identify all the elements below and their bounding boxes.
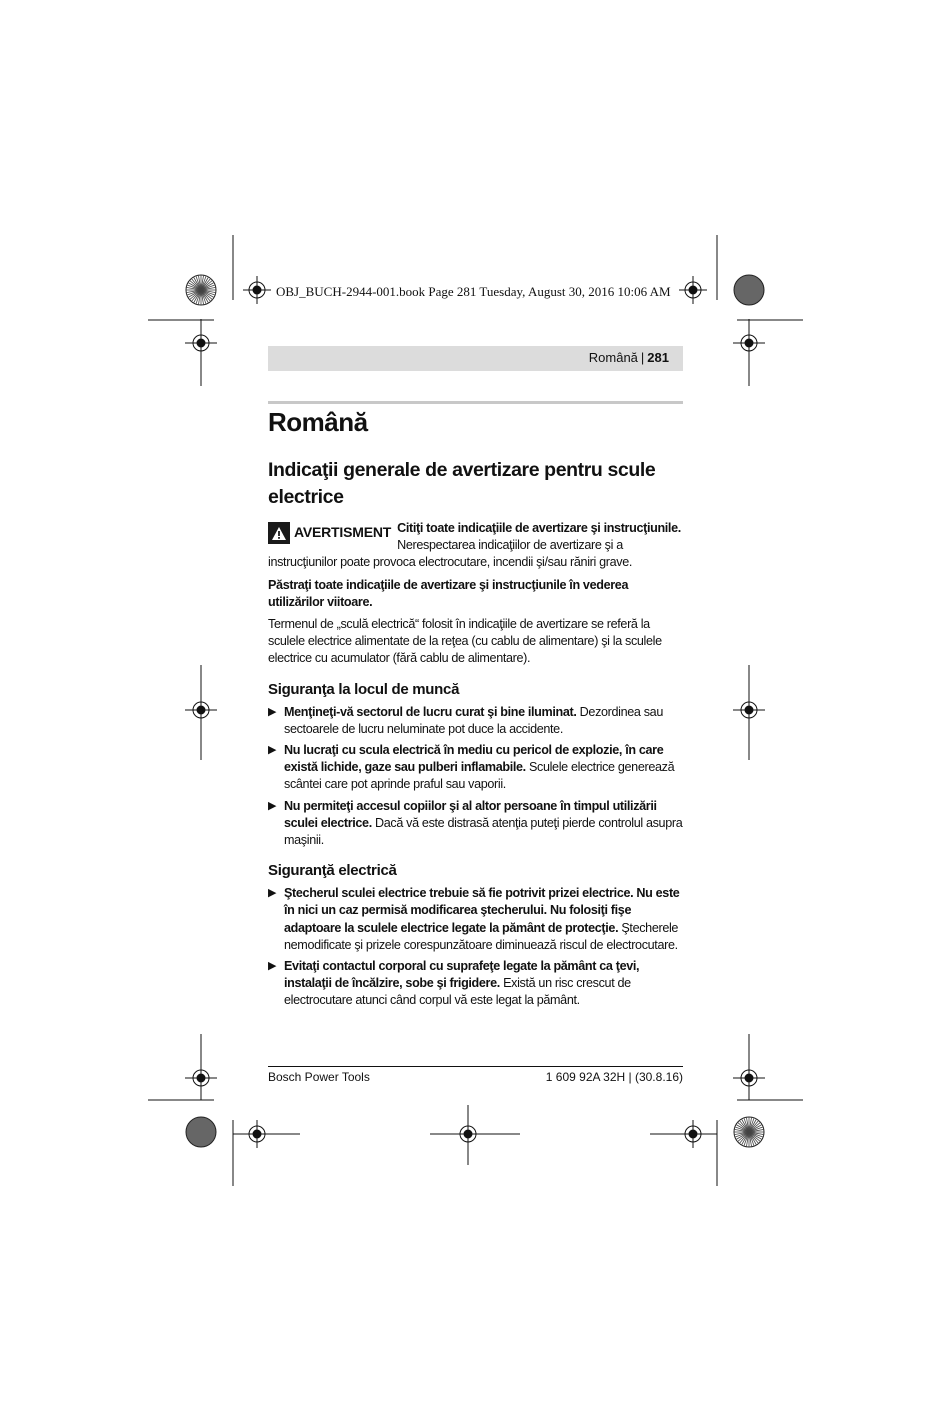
warning-lead: Citiţi toate indicaţiile de avertizare şi instrucţiunile. bbox=[397, 521, 681, 535]
item-bold: Ştecherul sculei electrice trebuie să fie potrivit prizei electrice. Nu este în nici un caz permisă modificarea ştecherului. Nu folosiţi fişe adaptoare la sculele electrice legate la pământ de protecţie. bbox=[284, 886, 680, 935]
bullet-arrow-icon: ▶ bbox=[268, 705, 277, 718]
page-number: 281 bbox=[647, 350, 669, 365]
header-separator: | bbox=[640, 350, 645, 365]
footer-rule bbox=[268, 1066, 683, 1067]
footer-doc-code: 1 609 92A 32H | (30.8.16) bbox=[545, 1070, 683, 1084]
item-text: Sculele electrice generează scântei care pot aprinde praful sau vaporii. bbox=[284, 760, 675, 792]
warning-label: AVERTISMENT bbox=[294, 524, 392, 541]
bullet-arrow-icon: ▶ bbox=[268, 960, 277, 973]
item-bold: Menţineţi-vă sectorul de lucru curat şi bine iluminat. bbox=[284, 704, 577, 719]
header-section: Română bbox=[588, 350, 638, 365]
list-item bbox=[268, 798, 683, 850]
workplace-list bbox=[268, 704, 683, 850]
warning-triangle-icon bbox=[268, 522, 290, 544]
item-text: Dacă vă este distrasă atenţia puteţi pierde controlul asupra maşinii. bbox=[284, 815, 683, 848]
section-title-electrical: Siguranţă electrică bbox=[268, 862, 397, 880]
item-text: Dezordinea sau sectoarele de lucru neluminate pot duce la accidente. bbox=[284, 704, 663, 736]
warning-badge bbox=[268, 522, 391, 544]
bullet-arrow-icon: ▶ bbox=[268, 744, 277, 757]
item-bold: Nu lucraţi cu scula electrică în mediu cu pericol de explozie, în care există lichide, gaze sau pulberi inflamabile. bbox=[284, 743, 664, 775]
warning-text: Nerespectarea indicaţiilor de avertizare şi a instrucţiunilor poate provoca electrocutare, incendii şi/sau răniri grave. bbox=[268, 538, 633, 570]
list-item bbox=[268, 704, 683, 738]
keep-note-text: Păstraţi toate indicaţiile de avertizare şi instrucţiunile în vederea utilizărilor viitoare. bbox=[268, 577, 629, 609]
item-text: Ştecherele nemodificate şi prizele corespunzătoare diminuează riscul de electrocutare. bbox=[284, 920, 679, 952]
warning-block bbox=[268, 520, 683, 572]
list-item bbox=[268, 958, 683, 1010]
keep-instructions-note bbox=[268, 577, 683, 611]
item-bold: Evitaţi contactul corporal cu suprafeţe legate la pământ ca ţevi, instalaţii de încălzire, sobe şi frigidere. bbox=[284, 959, 640, 991]
bullet-arrow-icon: ▶ bbox=[268, 887, 277, 900]
term-definition: Termenul de „sculă electrică“ folosit în indicaţiile de avertizare se referă la sculele electrice alimentate de la reţea (cu cablu de alimentare) şi la sculele electrice cu acumulator (fără cablu de alimentare). bbox=[268, 617, 662, 666]
bullet-arrow-icon: ▶ bbox=[268, 799, 277, 812]
electrical-list bbox=[268, 885, 683, 1009]
running-header bbox=[268, 346, 683, 371]
section-title-workplace: Siguranţa la locul de muncă bbox=[268, 680, 460, 698]
footer-brand: Bosch Power Tools bbox=[268, 1070, 370, 1084]
section-heading: Indicaţii generale de avertizare pentru scule electrice bbox=[268, 459, 656, 508]
page-content bbox=[268, 402, 683, 1014]
list-item bbox=[268, 742, 683, 794]
list-item bbox=[268, 885, 683, 954]
item-bold: Nu permiteţi accesul copiilor şi al altor persoane în timpul utilizării sculei electrice. bbox=[284, 798, 657, 830]
language-title: Română bbox=[268, 407, 368, 437]
file-slug-line: OBJ_BUCH-2944-001.book Page 281 Tuesday, August 30, 2016 10:06 AM bbox=[276, 284, 671, 299]
header-text bbox=[589, 350, 669, 365]
item-text: Există un risc crescut de electrocutare atunci când corpul vă este legat la pământ. bbox=[284, 976, 631, 1008]
